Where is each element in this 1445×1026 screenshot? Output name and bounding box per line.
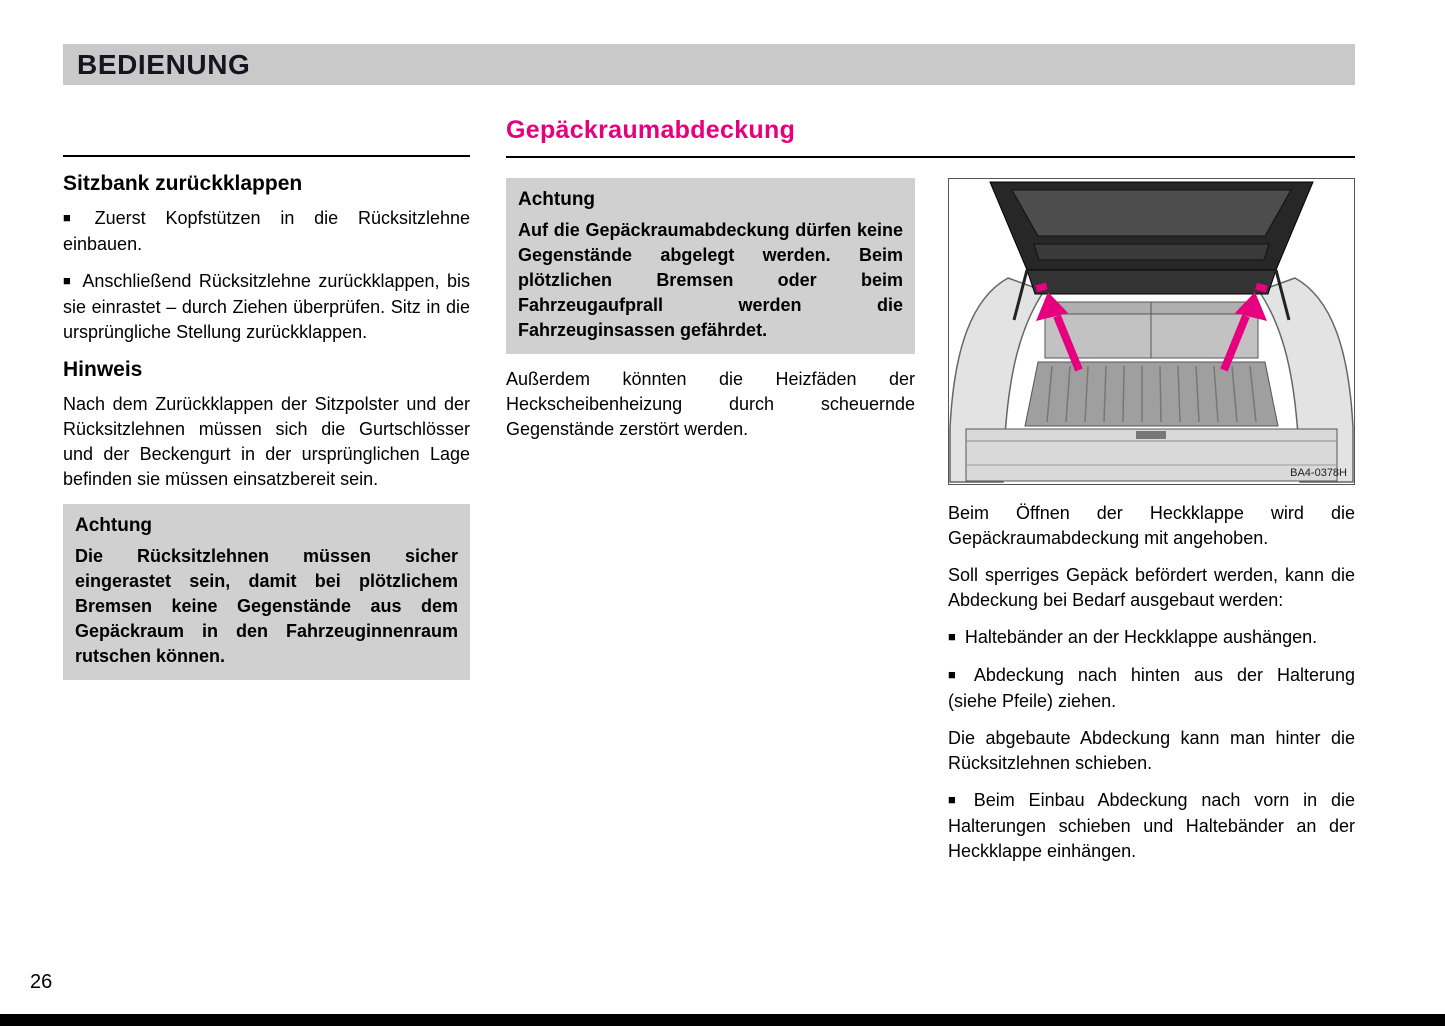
section-rule [506, 156, 1355, 158]
section-heading-sitzbank: Sitzbank zurückklappen [63, 172, 303, 195]
bullet-icon: ■ [63, 273, 74, 288]
section-heading-hinweis: Hinweis [63, 358, 143, 381]
bullet-icon: ■ [948, 629, 956, 644]
trunk-illustration [948, 178, 1355, 485]
middle-column [506, 178, 915, 454]
warning-box-middle [506, 178, 915, 354]
right-paragraph-1: Beim Öffnen der Heckklappe wird die Gepäckraumabdeckung mit angehoben. [948, 503, 1355, 548]
note-paragraph: Nach dem Zurückklappen der Sitzpolster und der Rücksitzlehnen müssen sich die Gurtschlösser und der Beckengurt in der ursprünglichen Lage befinden sie müssen einsatzbereit sein. [63, 394, 470, 489]
header-bar [63, 44, 1355, 85]
figure-label: BA4-0378H [1290, 467, 1347, 479]
page-number: 26 [30, 971, 53, 993]
warning-title: Achtung [518, 189, 596, 210]
bullet-icon: ■ [948, 792, 965, 807]
luggage-cover [1027, 270, 1276, 294]
warning-title: Achtung [75, 515, 153, 536]
left-column [63, 155, 470, 693]
bullet-item [948, 625, 1355, 651]
bullet-text: Zuerst Kopfstützen in die Rücksitzlehne einbauen. [63, 208, 470, 254]
bullet-item [63, 269, 470, 345]
right-paragraph-2: Soll sperriges Gepäck befördert werden, kann die Abdeckung bei Bedarf ausgebaut werden: [948, 565, 1355, 610]
warning-text: Auf die Gepäckraumabdeckung dürfen keine Gegenstände abgelegt werden. Beim plötzlichen Bremsen oder beim Fahrzeugaufprall werden die Fahrzeuginsassen gefährdet. [518, 220, 903, 340]
right-column [948, 178, 1355, 876]
middle-paragraph: Außerdem könnten die Heizfäden der Heckscheibenheizung durch scheuernde Gegenstände zerstört werden. [506, 369, 915, 439]
bullet-text: Haltebänder an der Heckklappe aushängen. [964, 627, 1318, 647]
bullet-icon: ■ [948, 667, 965, 682]
bullet-text: Anschließend Rücksitzlehne zurückklappen, bis sie einrastet – durch Ziehen überprüfen. Sitz in die ursprüngliche Stellung zurückklappen. [63, 271, 470, 342]
bullet-item [948, 663, 1355, 714]
bullet-item [948, 788, 1355, 864]
bullet-icon: ■ [63, 210, 86, 225]
right-paragraph-3: Die abgebaute Abdeckung kann man hinter die Rücksitzlehnen schieben. [948, 728, 1355, 773]
bullet-text: Beim Einbau Abdeckung nach vorn in die Halterungen schieben und Haltebänder an der Heckklappe einhängen. [948, 790, 1355, 861]
bullet-text: Abdeckung nach hinten aus der Halterung (siehe Pfeile) ziehen. [948, 665, 1355, 711]
tailgate-window [1012, 190, 1291, 236]
tailgate-panel [1034, 244, 1269, 260]
warning-text: Die Rücksitzlehnen müssen sicher eingerastet sein, damit bei plötzlichem Bremsen keine Gegenstände aus dem Gepäckraum in den Fahrzeuginnenraum rutschen können. [75, 546, 458, 666]
footer-bar [0, 1014, 1445, 1026]
trunk-floor [1025, 362, 1278, 426]
section-title-gepaeckraumabdeckung: Gepäckraumabdeckung [506, 116, 796, 144]
page-title: BEDIENUNG [77, 48, 251, 80]
warning-box-left [63, 504, 470, 680]
bullet-item [63, 206, 470, 257]
